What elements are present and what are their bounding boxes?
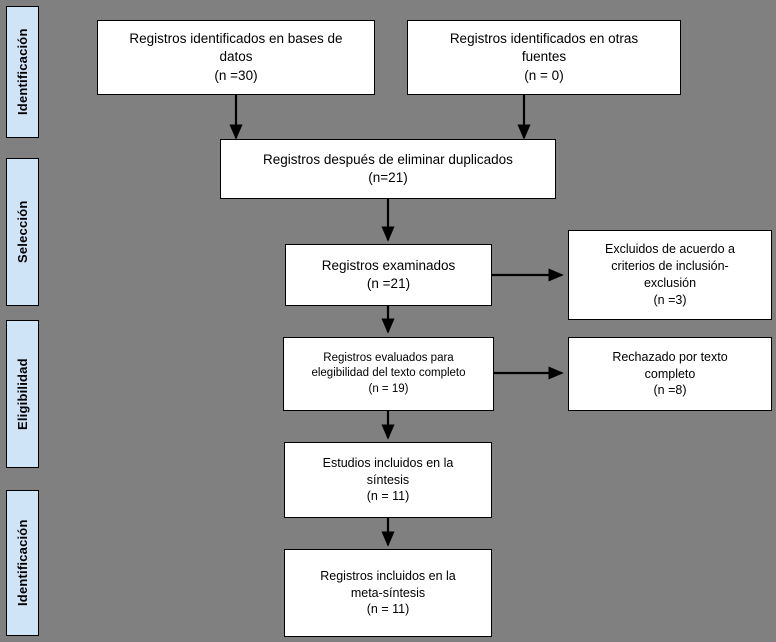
box-line-2: datos bbox=[219, 49, 253, 65]
stage-label-identificacion-2 bbox=[6, 490, 39, 636]
box-line-3: (n = 11) bbox=[366, 489, 410, 504]
box-registros-otras-fuentes bbox=[407, 20, 681, 95]
box-line-2: (n=21) bbox=[368, 170, 408, 185]
stage-label-text: Selección bbox=[15, 200, 30, 264]
box-registros-bases-datos bbox=[97, 20, 375, 95]
box-registros-sin-duplicados bbox=[220, 139, 556, 199]
box-line-1: Registros identificados en bases de bbox=[129, 31, 343, 47]
box-line-3: (n = 0) bbox=[524, 67, 564, 83]
stage-label-text: Identificación bbox=[15, 519, 30, 607]
box-line-3: (n = 11) bbox=[366, 602, 410, 617]
box-line-3: (n =8) bbox=[653, 383, 687, 398]
box-line-3: exclusión bbox=[643, 276, 697, 290]
box-registros-elegibilidad-texto-completo bbox=[283, 337, 494, 411]
box-registros-examinados bbox=[285, 244, 492, 306]
box-line-1: Estudios incluidos en la bbox=[322, 455, 454, 470]
box-line-3: (n =30) bbox=[214, 67, 258, 83]
box-line-1: Registros evaluados para bbox=[323, 351, 454, 364]
box-line-4: (n =3) bbox=[653, 292, 687, 307]
box-line-1: Registros examinados bbox=[321, 257, 456, 273]
box-line-1: Registros identificados en otras bbox=[449, 31, 639, 47]
box-line-2: fuentes bbox=[521, 49, 567, 65]
box-excluidos-criterios bbox=[568, 230, 772, 320]
stage-label-text: Eligibilidad bbox=[15, 358, 30, 430]
box-line-2: meta-síntesis bbox=[350, 585, 426, 600]
box-line-1: Registros incluidos en la bbox=[320, 568, 456, 583]
box-registros-incluidos-meta-sintesis bbox=[284, 549, 492, 637]
box-line-1: Excluidos de acuerdo a bbox=[605, 242, 735, 257]
stage-label-seleccion bbox=[6, 158, 39, 306]
box-line-1: Registros después de eliminar duplicados bbox=[263, 151, 513, 167]
box-line-2: (n =21) bbox=[366, 276, 411, 291]
box-rechazado-texto-completo bbox=[568, 337, 772, 411]
box-line-2: completo bbox=[644, 366, 696, 381]
box-line-2: síntesis bbox=[366, 472, 410, 487]
stage-label-identificacion-1 bbox=[6, 6, 39, 138]
box-line-1: Rechazado por texto bbox=[612, 349, 728, 364]
box-line-3: (n = 19) bbox=[368, 382, 409, 395]
box-line-2: criterios de inclusión- bbox=[611, 259, 729, 274]
box-line-2: elegibilidad del texto completo bbox=[311, 367, 466, 380]
box-estudios-incluidos-sintesis bbox=[284, 442, 492, 518]
stage-label-elegibilidad bbox=[6, 320, 39, 468]
stage-label-text: Identificación bbox=[15, 28, 30, 116]
